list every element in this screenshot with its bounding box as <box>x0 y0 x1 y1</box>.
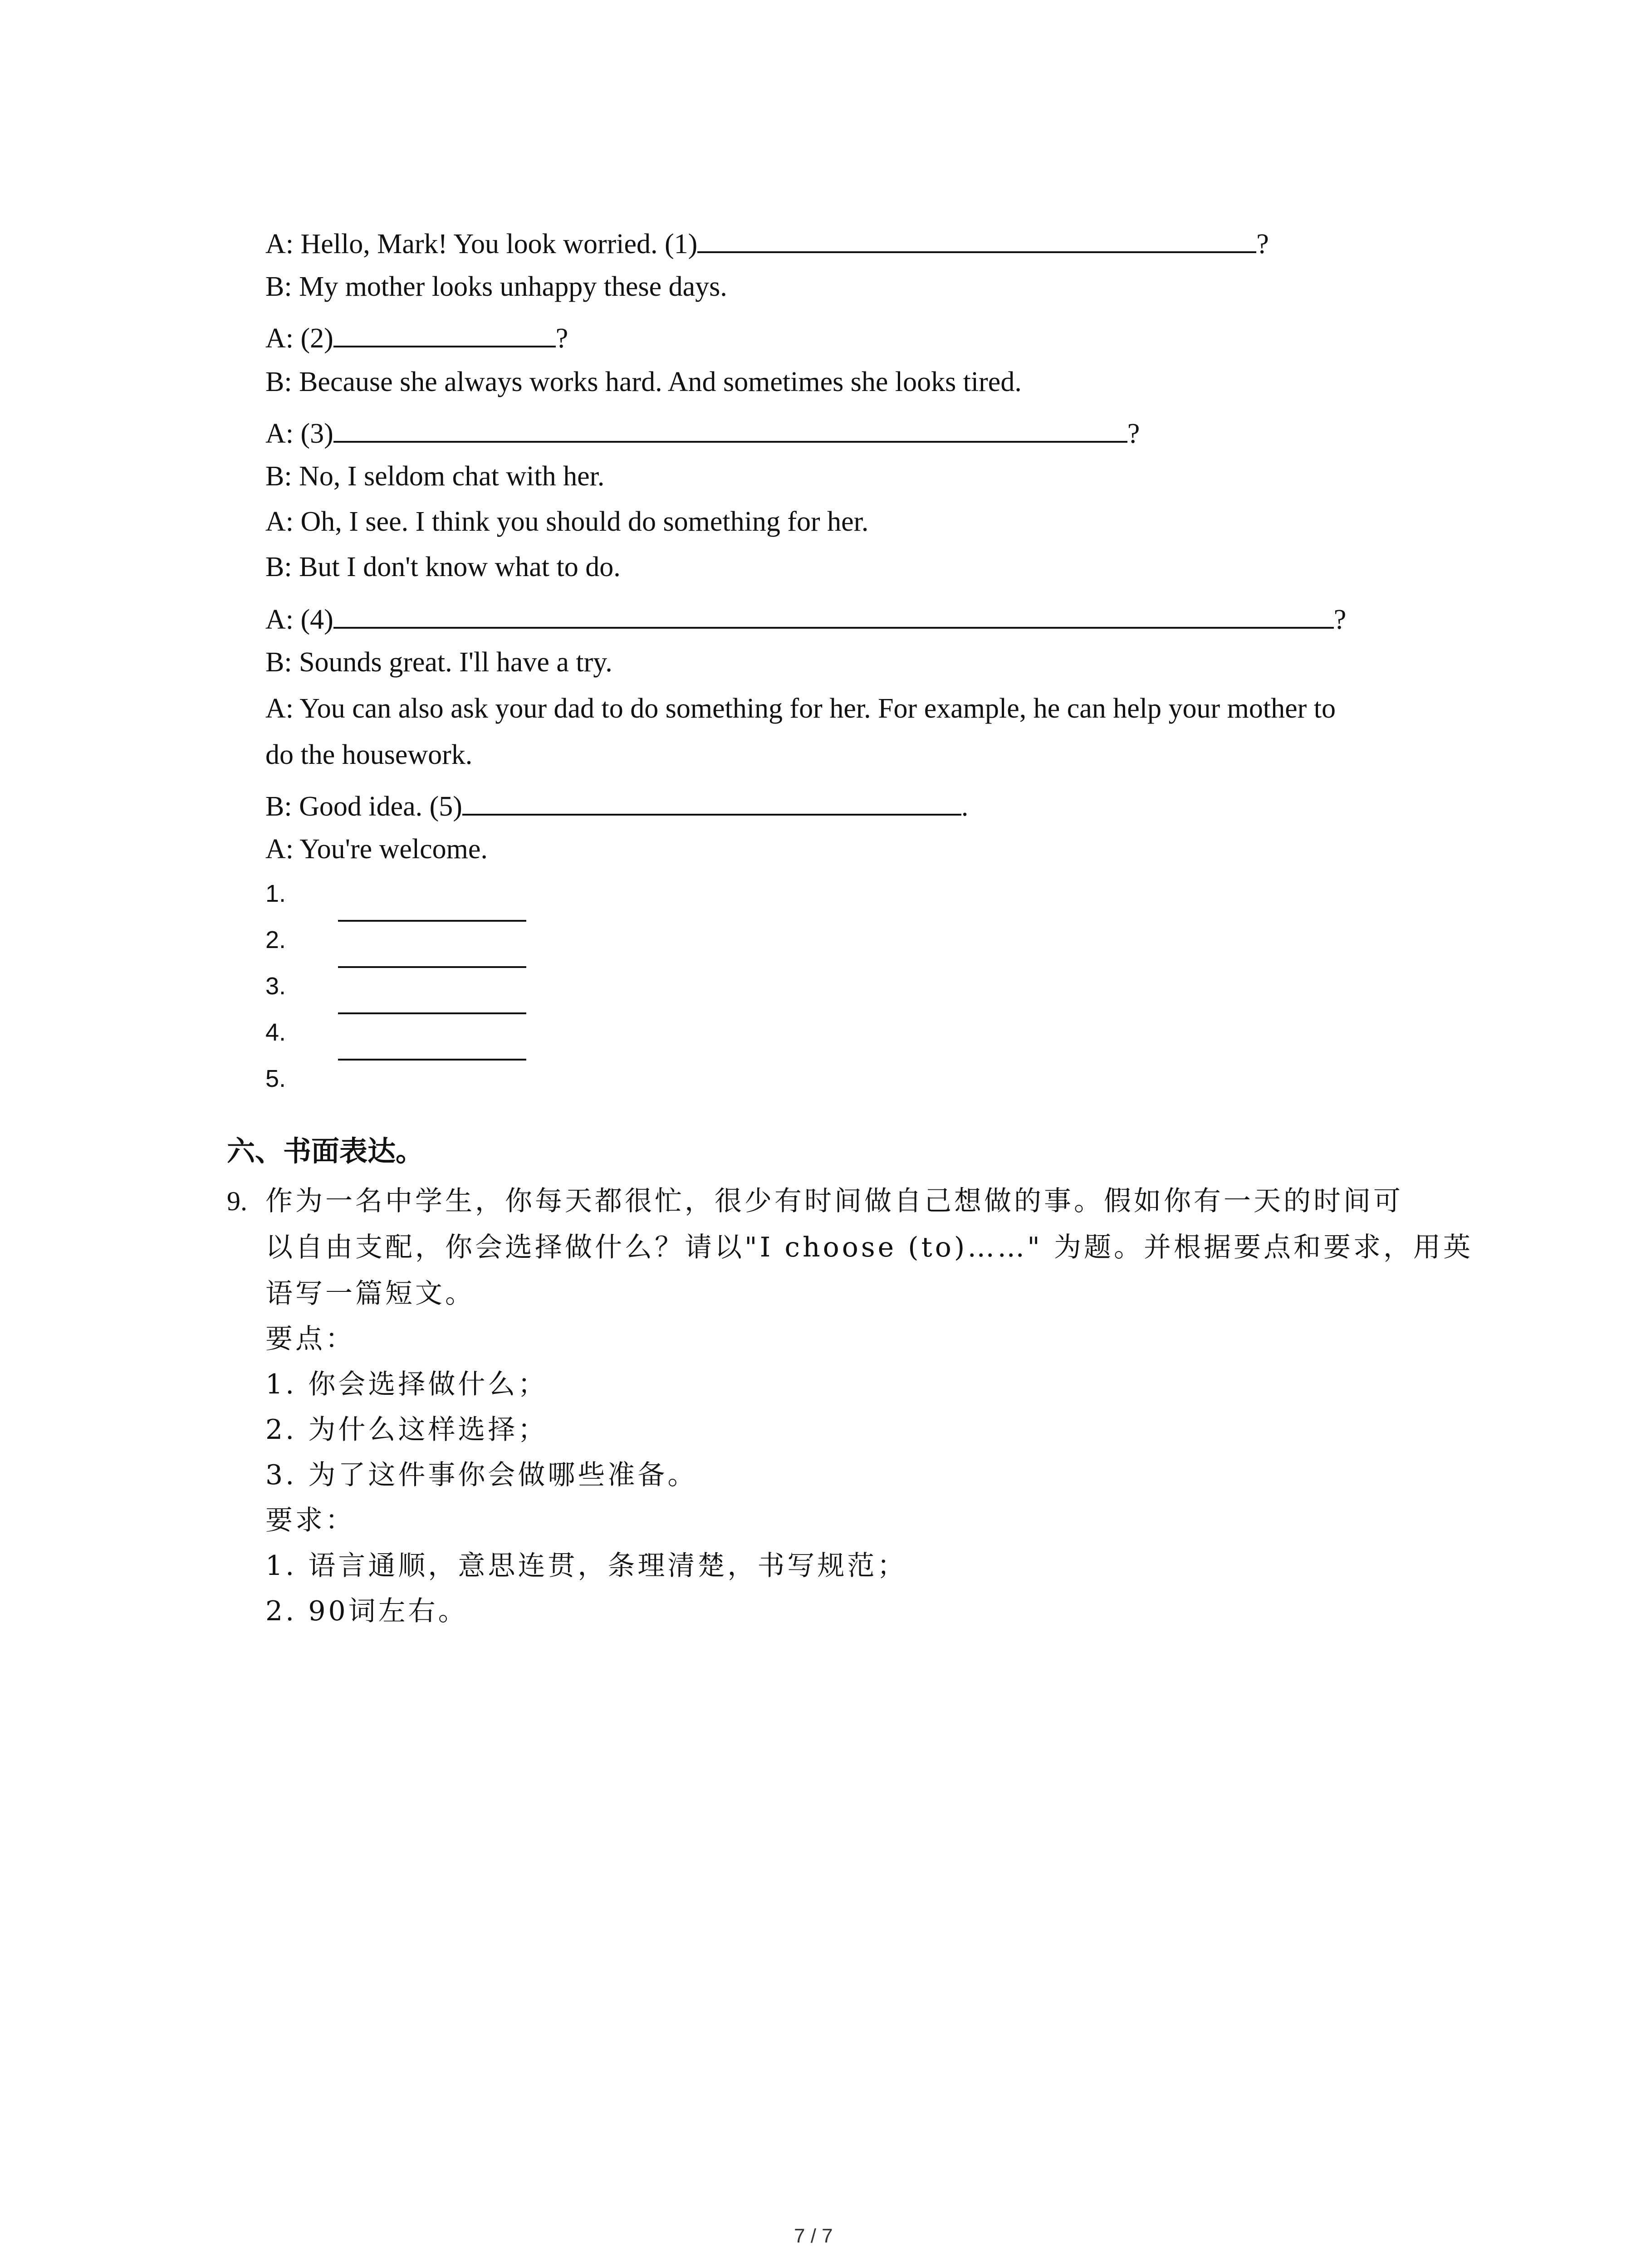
dialogue-text: B: Good idea. (5) <box>265 791 462 822</box>
question-line-1: 作为一名中学生，你每天都很忙，很少有时间做自己想做的事。假如你有一天的时间可 <box>265 1185 1403 1217</box>
answer-number-4: 4. <box>265 1019 286 1046</box>
dialogue-text: A: (3) <box>265 418 333 449</box>
answer-number-3: 3. <box>265 973 286 1000</box>
dialogue-line-6: B: No, I seldom chat with her. <box>265 461 605 492</box>
answer-number-5: 5. <box>265 1065 286 1092</box>
answer-line-4[interactable] <box>338 1059 526 1061</box>
dialogue-line-9 <box>265 599 1346 638</box>
answer-line-3[interactable] <box>338 1012 526 1014</box>
dialogue-line-11b: do the housework. <box>265 739 473 770</box>
requirements-heading: 要求： <box>265 1505 355 1536</box>
point-1: 1. 你会选择做什么； <box>265 1369 548 1400</box>
dialogue-text: A: Hello, Mark! You look worried. (1) <box>265 229 698 259</box>
answer-line-1[interactable] <box>338 920 526 922</box>
dialogue-text: A: (2) <box>265 323 333 354</box>
dialogue-line-1 <box>265 223 1269 262</box>
point-3: 3. 为了这件事你会做哪些准备。 <box>265 1459 698 1491</box>
dialogue-line-13: A: You're welcome. <box>265 834 488 865</box>
dialogue-line-5 <box>265 413 1140 452</box>
punct: ? <box>555 323 568 354</box>
answer-line-2[interactable] <box>338 966 526 968</box>
requirement-1: 1. 语言通顺，意思连贯，条理清楚，书写规范； <box>265 1550 907 1582</box>
dialogue-text: A: (4) <box>265 604 333 635</box>
answer-blank-2[interactable] <box>333 318 556 347</box>
dialogue-line-4: B: Because she always works hard. And sometimes she looks tired. <box>265 367 1022 397</box>
answer-blank-5[interactable] <box>462 786 961 816</box>
answer-number-2: 2. <box>265 926 286 953</box>
point-2: 2. 为什么这样选择； <box>265 1414 548 1446</box>
punct: . <box>961 791 969 822</box>
dialogue-line-11a: A: You can also ask your dad to do something for her. For example, he can help your mother to <box>265 693 1336 724</box>
page-number: 7 / 7 <box>794 2225 833 2247</box>
requirement-2: 2. 90词左右。 <box>265 1595 468 1627</box>
question-line-3: 语写一篇短文。 <box>265 1278 475 1310</box>
section-title: 六、书面表达。 <box>227 1134 424 1168</box>
dialogue-line-12 <box>265 786 968 825</box>
punct: ? <box>1127 418 1140 449</box>
question-number: 9. <box>227 1186 247 1216</box>
answer-blank-3[interactable] <box>333 413 1127 443</box>
dialogue-line-8: B: But I don't know what to do. <box>265 552 621 582</box>
punct: ? <box>1256 229 1269 259</box>
dialogue-line-2: B: My mother looks unhappy these days. <box>265 271 727 302</box>
dialogue-line-3 <box>265 318 568 357</box>
question-line-2: 以自由支配，你会选择做什么？请以"I choose (to)……" 为题。并根据要点和要求，用英 <box>265 1232 1473 1263</box>
points-heading: 要点： <box>265 1323 355 1355</box>
dialogue-line-7: A: Oh, I see. I think you should do something for her. <box>265 506 869 537</box>
answer-blank-1[interactable] <box>697 223 1256 253</box>
punct: ? <box>1333 604 1347 635</box>
dialogue-line-10: B: Sounds great. I'll have a try. <box>265 647 612 678</box>
answer-number-1: 1. <box>265 880 286 907</box>
answer-blank-4[interactable] <box>333 599 1334 629</box>
